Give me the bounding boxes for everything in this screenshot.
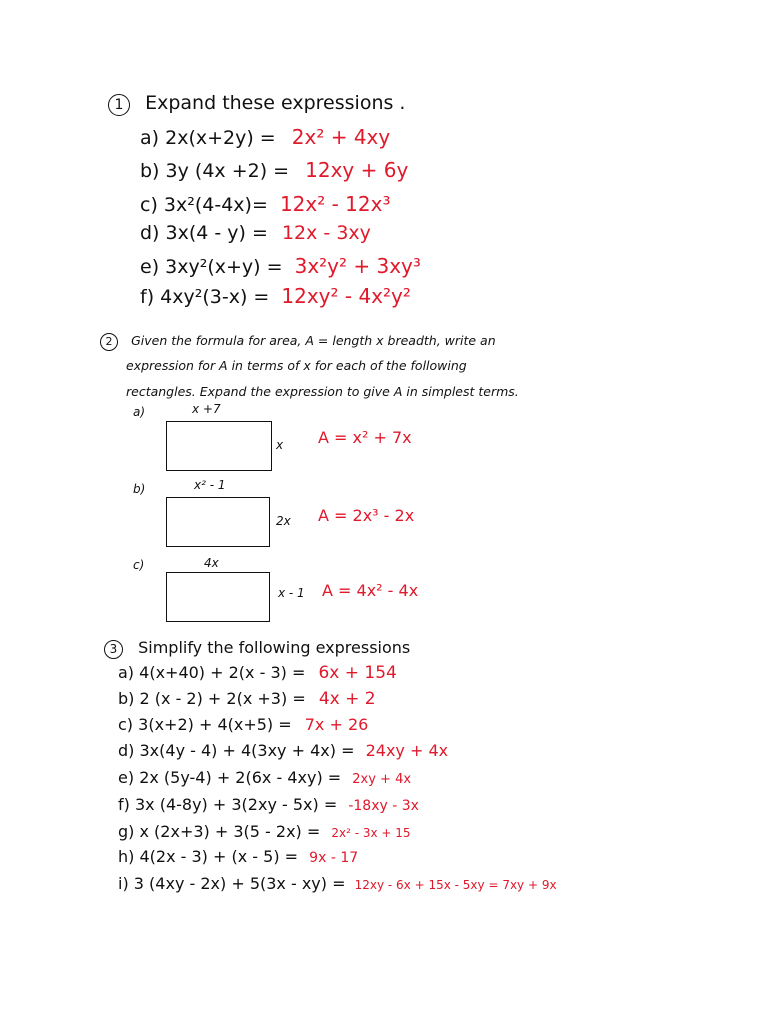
q2-rectangle-b (166, 497, 270, 547)
q2-rect-c-answer: A = 4x² - 4x (322, 581, 419, 600)
item-expression: 2x(x+2y) = (165, 127, 276, 149)
item-label: f) (140, 286, 155, 308)
item-label: b) (140, 160, 160, 182)
item-label: h) (118, 847, 135, 866)
q2-line-1: Given the formula for area, A = length x breadth, write an (131, 333, 496, 348)
q1-item-d (140, 222, 371, 244)
q3-item-h (118, 847, 358, 866)
q3-item-c (118, 715, 368, 734)
q3-item-a (118, 663, 397, 683)
item-expression: 2 (x - 2) + 2(x +3) = (139, 689, 306, 708)
item-answer: 7x + 26 (304, 715, 369, 734)
q2-rect-a-label: a) (133, 405, 146, 419)
q1-item-a (140, 125, 390, 149)
q1-item-c (140, 192, 390, 216)
item-label: i) (118, 874, 129, 893)
q3-number-badge: 3 (104, 640, 123, 659)
item-expression: x (2x+3) + 3(5 - 2x) = (139, 822, 321, 841)
item-label: f) (118, 795, 130, 814)
item-answer: 24xy + 4x (365, 741, 449, 760)
q1-header (108, 92, 405, 116)
item-answer: 12xy - 6x + 15x - 5xy = 7xy + 9x (354, 878, 557, 892)
q2-line-2: expression for A in terms of x for each of the following (126, 358, 467, 373)
item-answer: 4x + 2 (318, 689, 376, 709)
item-expression: 3xy²(x+y) = (165, 256, 283, 278)
item-label: e) (118, 768, 135, 787)
q3-item-e (118, 768, 411, 787)
q2-rect-b-side-dimension: 2x (276, 514, 291, 528)
item-expression: 3(x+2) + 4(x+5) = (138, 715, 292, 734)
item-label: d) (140, 222, 160, 244)
item-label: d) (118, 741, 135, 760)
item-expression: 4xy²(3-x) = (160, 286, 270, 308)
item-label: e) (140, 256, 160, 278)
q2-rect-a-side-dimension: x (276, 438, 284, 452)
item-expression: 3x(4 - y) = (165, 222, 268, 244)
q3-title: Simplify the following expressions (138, 638, 411, 657)
item-answer: 2xy + 4x (352, 772, 412, 787)
item-label: c) (140, 194, 158, 216)
q2-rectangle-a (166, 421, 272, 471)
q3-item-b (118, 689, 376, 709)
item-expression: 3x(4y - 4) + 4(3xy + 4x) = (139, 741, 355, 760)
q2-rect-a-top-dimension: x +7 (192, 402, 221, 416)
item-label: b) (118, 689, 135, 708)
q2-number-badge: 2 (100, 333, 118, 351)
q3-item-d (118, 741, 448, 760)
item-expression: 4(x+40) + 2(x - 3) = (139, 663, 306, 682)
q1-title: Expand these expressions . (145, 92, 406, 114)
item-label: a) (118, 663, 135, 682)
q1-item-e (140, 254, 421, 278)
item-expression: 3 (4xy - 2x) + 5(3x - xy) = (133, 874, 346, 893)
q2-line-3: rectangles. Expand the expression to give A in simplest terms. (126, 384, 519, 399)
q3-item-f (118, 795, 419, 814)
item-answer: 12x - 3xy (281, 222, 371, 244)
q3-item-i (118, 874, 557, 893)
item-answer: 2x² - 3x + 15 (331, 826, 411, 840)
item-label: c) (118, 715, 134, 734)
q3-header (104, 638, 410, 659)
item-answer: 9x - 17 (309, 850, 359, 866)
q2-header (100, 330, 496, 351)
q2-rect-b-answer: A = 2x³ - 2x (318, 506, 415, 525)
q2-rect-b-top-dimension: x² - 1 (194, 478, 226, 492)
q2-rect-b-label: b) (133, 482, 146, 496)
item-answer: 2x² + 4xy (291, 125, 391, 149)
item-label: a) (140, 127, 160, 149)
q2-rect-c-label: c) (133, 558, 145, 572)
q1-item-f (140, 284, 411, 308)
item-label: g) (118, 822, 135, 841)
item-expression: 3y (4x +2) = (165, 160, 290, 182)
q1-number-badge: 1 (108, 94, 130, 116)
q2-rect-c-top-dimension: 4x (204, 556, 219, 570)
q3-item-g (118, 822, 411, 841)
item-answer: 3x²y² + 3xy³ (294, 254, 421, 278)
item-answer: 12xy² - 4x²y² (281, 284, 411, 308)
q2-rect-a-answer: A = x² + 7x (318, 428, 412, 447)
q1-item-b (140, 158, 408, 182)
item-answer: 12xy + 6y (305, 158, 409, 182)
item-answer: 6x + 154 (318, 663, 397, 683)
item-expression: 2x (5y-4) + 2(6x - 4xy) = (139, 768, 342, 787)
item-expression: 3x (4-8y) + 3(2xy - 5x) = (134, 795, 338, 814)
item-answer: 12x² - 12x³ (279, 192, 391, 216)
item-answer: -18xy - 3x (348, 798, 419, 814)
q2-rect-c-side-dimension: x - 1 (278, 586, 305, 600)
item-expression: 4(2x - 3) + (x - 5) = (139, 847, 299, 866)
item-expression: 3x²(4-4x)= (163, 194, 268, 216)
q2-rectangle-c (166, 572, 270, 622)
